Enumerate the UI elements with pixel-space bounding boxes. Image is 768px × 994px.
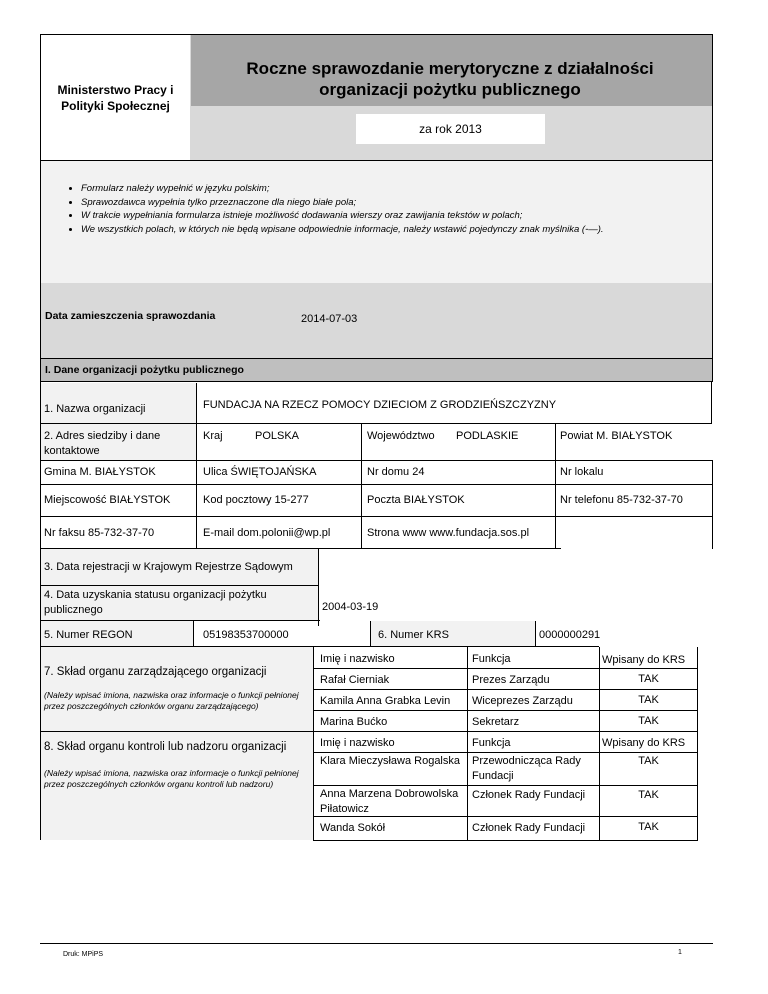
ministry-name: Ministerstwo Pracy i Polityki Społecznej xyxy=(57,82,174,113)
board-note: (Należy wpisać imiona, nazwiska oraz informacje o funkcji pełnionej przez poszczególnych członków organu zarządzającego) xyxy=(44,690,299,711)
supervisory-col-name: Imię i nazwisko xyxy=(320,737,395,749)
regon-value[interactable]: 05198353700000 xyxy=(203,629,289,641)
supervisory-member-function[interactable]: Przewodnicząca Rady Fundacji xyxy=(472,755,581,782)
ministry-box xyxy=(40,34,191,161)
board-label-cell xyxy=(41,647,313,731)
postal-code-field[interactable]: Kod pocztowy 15-277 xyxy=(203,494,309,506)
instruction-item: • W trakcie wypełniania formularza istnieje możliwość dodawania wierszy oraz zawijania tekstów w polach; xyxy=(81,209,712,223)
board-member-name[interactable]: Marina Bućko xyxy=(320,716,388,728)
board-member-krs[interactable]: TAK xyxy=(638,673,659,685)
supervisory-col-function: Funkcja xyxy=(472,737,511,749)
supervisory-label: 8. Skład organu kontroli lub nadzoru organizacji xyxy=(44,741,287,753)
board-member-function[interactable]: Wiceprezes Zarządu xyxy=(472,695,573,707)
footer-print-label: Druk: MPiPS xyxy=(63,951,104,958)
voivodeship-label: Województwo xyxy=(367,430,435,442)
publication-label: Data zamieszczenia sprawozdania xyxy=(45,310,216,322)
supervisory-member-function[interactable]: Członek Rady Fundacji xyxy=(472,789,586,801)
organization-name[interactable]: FUNDACJA NA RZECZ POMOCY DZIECIOM Z GRODZIEŃSZCZYZNY xyxy=(203,399,557,411)
board-label: 7. Skład organu zarządzającego organizacji xyxy=(44,666,267,678)
post-office-field[interactable]: Poczta BIAŁYSTOK xyxy=(367,494,465,506)
board-member-name[interactable]: Kamila Anna Grabka Levin xyxy=(320,695,451,707)
country-value[interactable]: POLSKA xyxy=(255,430,300,442)
board-member-name[interactable]: Rafał Cierniak xyxy=(320,674,390,686)
country-label: Kraj xyxy=(203,430,223,442)
krs-registration-label: 3. Data rejestracji w Krajowym Rejestrze Sądowym xyxy=(44,561,293,573)
address-label: 2. Adres siedziby i dane kontaktowe xyxy=(44,430,161,457)
house-number-field[interactable]: Nr domu 24 xyxy=(367,466,425,478)
board-col-function: Funkcja xyxy=(472,653,511,665)
instruction-item: • We wszystkich polach, w których nie będą wpisane odpowiednie informacje, należy wstawić pojedynczy znak myślnika (-—). xyxy=(81,223,712,237)
supervisory-member-name[interactable]: Anna Marzena Dobrowolska Piłatowicz xyxy=(320,788,459,815)
city-field[interactable]: Miejscowość BIAŁYSTOK xyxy=(44,494,171,506)
instruction-item: • Sprawozdawca wypełnia tylko przeznaczone dla niego białe pola; xyxy=(81,196,712,210)
publication-field[interactable] xyxy=(229,300,712,357)
voivodeship-value[interactable]: PODLASKIE xyxy=(456,430,519,442)
krs-label: 6. Numer KRS xyxy=(378,629,449,641)
page-number: 1 xyxy=(678,949,682,956)
email-field[interactable]: E-mail dom.polonii@wp.pl xyxy=(203,527,331,539)
board-col-krs: Wpisany do KRS xyxy=(602,654,686,666)
instructions-list xyxy=(41,182,712,236)
website-field[interactable]: Strona www www.fundacja.sos.pl xyxy=(367,527,530,539)
board-member-function[interactable]: Prezes Zarządu xyxy=(472,674,550,686)
supervisory-member-name[interactable]: Wanda Sokół xyxy=(320,822,386,834)
footer-rule xyxy=(40,943,713,944)
form-title: Roczne sprawozdanie merytoryczne z działalności organizacji pożytku publicznego xyxy=(246,59,654,99)
supervisory-member-krs[interactable]: TAK xyxy=(638,789,659,801)
street-field[interactable]: Ulica ŚWIĘTOJAŃSKA xyxy=(203,466,317,478)
publication-value: 2014-07-03 xyxy=(301,313,358,325)
status-label: 4. Data uzyskania statusu organizacji pożytku publicznego xyxy=(44,589,267,616)
board-member-krs[interactable]: TAK xyxy=(638,694,659,706)
section1-title: I. Dane organizacji pożytku publicznego xyxy=(45,364,244,376)
municipality-field[interactable]: Gmina M. BIAŁYSTOK xyxy=(44,466,156,478)
supervisory-member-krs[interactable]: TAK xyxy=(638,821,659,833)
supervisory-member-krs[interactable]: TAK xyxy=(638,755,659,767)
county-field[interactable]: Powiat M. BIAŁYSTOK xyxy=(560,430,673,442)
instructions-box xyxy=(40,161,713,283)
year-field[interactable]: za rok 2013 xyxy=(356,114,545,144)
board-member-krs[interactable]: TAK xyxy=(638,715,659,727)
status-date[interactable]: 2004-03-19 xyxy=(322,601,379,613)
board-col-name: Imię i nazwisko xyxy=(320,653,395,665)
fax-field[interactable]: Nr faksu 85-732-37-70 xyxy=(44,527,155,539)
supervisory-member-function[interactable]: Członek Rady Fundacji xyxy=(472,822,586,834)
apartment-number-field[interactable]: Nr lokalu xyxy=(560,466,604,478)
regon-label: 5. Numer REGON xyxy=(44,629,133,641)
supervisory-member-name[interactable]: Klara Mieczysława Rogalska xyxy=(320,755,460,767)
section1-header xyxy=(40,358,713,382)
supervisory-note: (Należy wpisać imiona, nazwiska oraz informacje o funkcji pełnionej przez poszczególnych członków organu kontroli lub nadzoru) xyxy=(44,768,299,789)
krs-value[interactable]: 0000000291 xyxy=(539,629,601,641)
name-label: 1. Nazwa organizacji xyxy=(44,403,146,415)
instruction-item: • Formularz należy wypełnić w języku polskim; xyxy=(81,182,712,196)
board-member-function[interactable]: Sekretarz xyxy=(472,716,520,728)
supervisory-col-krs: Wpisany do KRS xyxy=(602,737,686,749)
phone-field[interactable]: Nr telefonu 85-732-37-70 xyxy=(560,494,683,506)
